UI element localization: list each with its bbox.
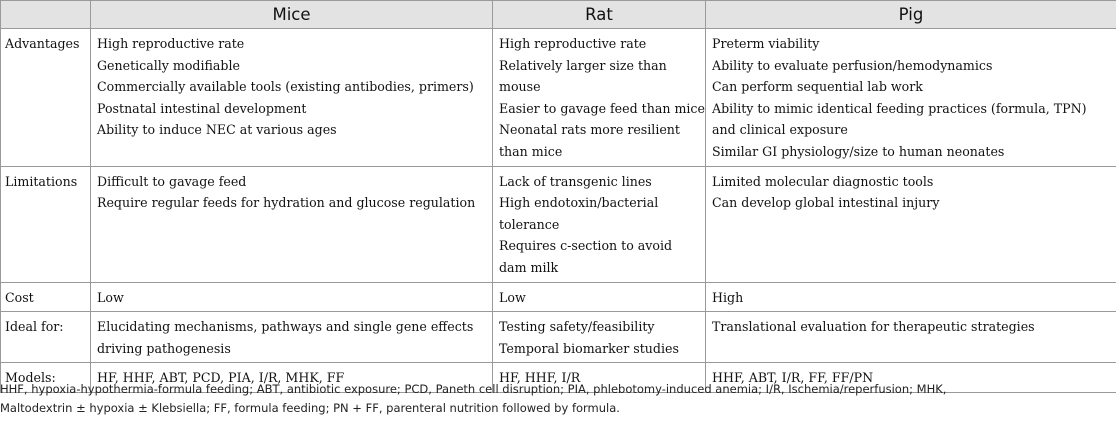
cell-pig [706, 282, 1116, 312]
cell-line: Ability to evaluate perfusion/hemodynamics [712, 57, 993, 73]
cell-line: HF, HHF, ABT, PCD, PIA, I/R, MHK, FF [97, 370, 345, 386]
cell-line: Low [97, 289, 124, 305]
cell-line: Lack of transgenic lines [499, 173, 652, 189]
table-row [1, 312, 1116, 363]
footnote-line: Maltodextrin ± hypoxia ± Klebsiella; FF, formula feeding; PN + FF, parenteral nutrition followed by formula. [0, 401, 620, 415]
cell-line: Limited molecular diagnostic tools [712, 173, 934, 189]
cell-line: Can develop global intestinal injury [712, 195, 940, 211]
cell-line: driving pathogenesis [97, 340, 231, 356]
cell-line: Can perform sequential lab work [712, 79, 923, 95]
cell-pig [706, 312, 1116, 363]
cell-rat [493, 282, 706, 312]
table-body [1, 29, 1116, 393]
cell-line: Elucidating mechanisms, pathways and single gene effects [97, 319, 474, 335]
cell-line: Commercially available tools (existing antibodies, primers) [97, 79, 474, 95]
table-row [1, 29, 1116, 167]
row-label-text: Ideal for: [5, 319, 64, 335]
cell-line: dam milk [499, 259, 559, 275]
row-label [1, 282, 91, 312]
cell-mice [91, 312, 493, 363]
cell-line: HF, HHF, I/R [499, 370, 581, 386]
cell-line: HHF, ABT, I/R, FF, FF/PN [712, 370, 874, 386]
row-label [1, 29, 91, 167]
row-label-text: Advantages [5, 36, 80, 51]
cell-line: Ability to induce NEC at various ages [97, 122, 337, 138]
cell-mice [91, 166, 493, 282]
cell-pig [706, 29, 1116, 167]
row-label-text: Models: [5, 370, 56, 386]
header-row [1, 1, 1116, 29]
header-mice: Mice [91, 1, 493, 29]
cell-line: Preterm viability [712, 36, 820, 51]
row-label [1, 166, 91, 282]
header-corner [1, 1, 91, 29]
cell-line: High [712, 289, 744, 305]
footnote [0, 380, 1112, 418]
row-label-text: Cost [5, 289, 34, 305]
cell-line: Temporal biomarker studies [499, 340, 679, 356]
table-row [1, 282, 1116, 312]
cell-line: Translational evaluation for therapeutic strategies [712, 319, 1035, 335]
row-label-text: Limitations [5, 173, 78, 189]
cell-line: Ability to mimic identical feeding practices (formula, TPN) [712, 100, 1087, 116]
cell-line: mouse [499, 79, 541, 95]
cell-line: than mice [499, 143, 563, 159]
cell-rat [493, 312, 706, 363]
cell-line: Neonatal rats more resilient [499, 122, 680, 138]
cell-line: Relatively larger size than [499, 57, 667, 73]
table-row [1, 166, 1116, 282]
cell-line: Easier to gavage feed than mice [499, 100, 705, 116]
cell-line: Postnatal intestinal development [97, 100, 307, 116]
cell-line: High reproductive rate [97, 36, 245, 51]
cell-line: Requires c-section to avoid [499, 238, 673, 254]
cell-mice [91, 282, 493, 312]
table-header [1, 1, 1116, 29]
row-label [1, 312, 91, 363]
footnote-line: HHF, hypoxia-hypothermia-formula feeding; ABT, antibiotic exposure; PCD, Paneth cell disruption; PIA, phlebotomy-induced anemia; I/R, Ischemia/reperfusion; MHK, [0, 382, 947, 396]
cell-line: High reproductive rate [499, 36, 647, 51]
header-rat: Rat [493, 1, 706, 29]
cell-mice [91, 29, 493, 167]
header-pig: Pig [706, 1, 1116, 29]
cell-line: Low [499, 289, 526, 305]
cell-line: Similar GI physiology/size to human neonates [712, 143, 1005, 159]
cell-line: tolerance [499, 216, 560, 232]
cell-line: High endotoxin/bacterial [499, 195, 659, 211]
cell-line: Require regular feeds for hydration and glucose regulation [97, 195, 476, 211]
cell-line: Difficult to gavage feed [97, 173, 247, 189]
cell-rat [493, 166, 706, 282]
cell-line: Genetically modifiable [97, 57, 240, 73]
cell-line: and clinical exposure [712, 122, 848, 138]
cell-line: Testing safety/feasibility [499, 319, 655, 335]
cell-rat [493, 29, 706, 167]
cell-pig [706, 166, 1116, 282]
